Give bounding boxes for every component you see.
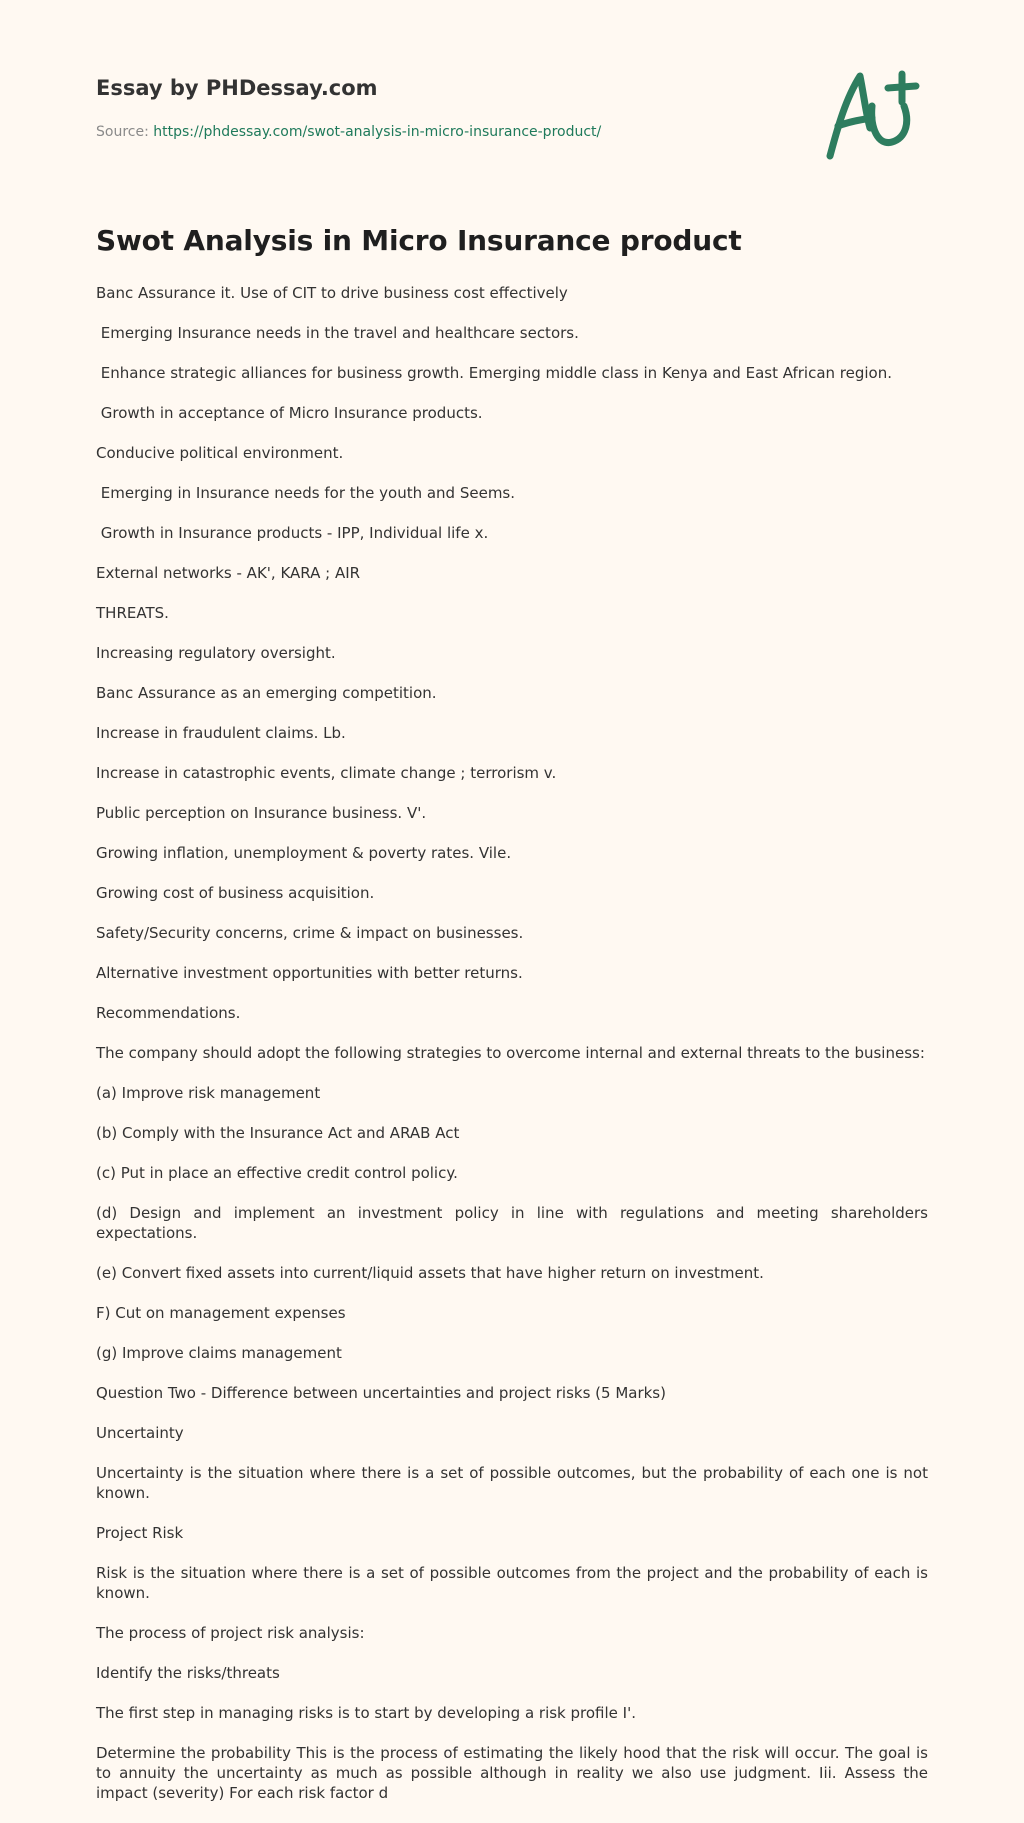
- a-plus-logo-icon: [820, 66, 930, 166]
- essay-paragraph: Determine the probability This is the process of estimating the likely hood that the risk will occur. The goal is to annuity the uncertainty as much as possible although in reality we also use judgment. Iii. Assess the impact (severity) For each risk factor d: [96, 1744, 933, 1802]
- essay-paragraph: Identify the risks/threats: [96, 1664, 280, 1682]
- essay-paragraph: Increase in fraudulent claims. Lb.: [96, 724, 346, 742]
- source-label: Source:: [96, 124, 149, 140]
- source-link[interactable]: https://phdessay.com/swot-analysis-in-micro-insurance-product/: [153, 124, 602, 140]
- essay-body: [96, 283, 933, 1823]
- essay-paragraph: Question Two - Difference between uncertainties and project risks (5 Marks): [96, 1384, 666, 1402]
- essay-paragraph: F) Cut on management expenses: [96, 1304, 346, 1322]
- essay-paragraph: Growing inflation, unemployment & poverty rates. Vile.: [96, 844, 512, 862]
- essay-paragraph: Growing cost of business acquisition.: [96, 884, 375, 902]
- essay-paragraph: Enhance strategic alliances for business growth. Emerging middle class in Kenya and East African region.: [96, 364, 892, 382]
- essay-paragraph: Growth in Insurance products - IPP, Individual life x.: [96, 524, 489, 542]
- essay-paragraph: Recommendations.: [96, 1004, 241, 1022]
- essay-paragraph: Emerging in Insurance needs for the youth and Seems.: [96, 484, 516, 502]
- essay-paragraph: (c) Put in place an effective credit control policy.: [96, 1164, 458, 1182]
- essay-paragraph: External networks - AK', KARA ; AIR: [96, 564, 361, 582]
- essay-paragraph: The company should adopt the following strategies to overcome internal and external threats to the business:: [96, 1044, 925, 1062]
- essay-paragraph: Banc Assurance it. Use of CIT to drive business cost effectively: [96, 284, 568, 302]
- essay-paragraph: (b) Comply with the Insurance Act and ARAB Act: [96, 1124, 460, 1142]
- site-brand: Essay by PHDessay.com: [96, 76, 378, 100]
- essay-paragraph: (d) Design and implement an investment policy in line with regulations and meeting shareholders expectations.: [96, 1204, 933, 1242]
- essay-paragraph: Alternative investment opportunities with better returns.: [96, 964, 523, 982]
- essay-paragraph: The first step in managing risks is to start by developing a risk profile I'.: [96, 1704, 636, 1722]
- essay-paragraph: Emerging Insurance needs in the travel and healthcare sectors.: [96, 324, 579, 342]
- essay-paragraph: THREATS.: [96, 604, 169, 622]
- source-line: [96, 124, 601, 140]
- essay-paragraph: The process of project risk analysis:: [96, 1624, 365, 1642]
- essay-paragraph: Project Risk: [96, 1524, 184, 1542]
- essay-paragraph: Banc Assurance as an emerging competition.: [96, 684, 437, 702]
- essay-paragraph: (g) Improve claims management: [96, 1344, 342, 1362]
- essay-paragraph: Increase in catastrophic events, climate change ; terrorism v.: [96, 764, 557, 782]
- essay-paragraph: (e) Convert fixed assets into current/liquid assets that have higher return on investment.: [96, 1264, 764, 1282]
- essay-paragraph: Uncertainty: [96, 1424, 184, 1442]
- essay-paragraph: (a) Improve risk management: [96, 1084, 321, 1102]
- essay-paragraph: Growth in acceptance of Micro Insurance products.: [96, 404, 483, 422]
- essay-paragraph: Safety/Security concerns, crime & impact on businesses.: [96, 924, 524, 942]
- essay-paragraph: Uncertainty is the situation where there is a set of possible outcomes, but the probability of each one is not known.: [96, 1464, 933, 1502]
- essay-paragraph: Public perception on Insurance business. V'.: [96, 804, 427, 822]
- page-title: Swot Analysis in Micro Insurance product: [96, 224, 742, 257]
- essay-paragraph: Conducive political environment.: [96, 444, 344, 462]
- essay-paragraph: Risk is the situation where there is a set of possible outcomes from the project and the probability of each is known.: [96, 1564, 933, 1602]
- essay-paragraph: Increasing regulatory oversight.: [96, 644, 336, 662]
